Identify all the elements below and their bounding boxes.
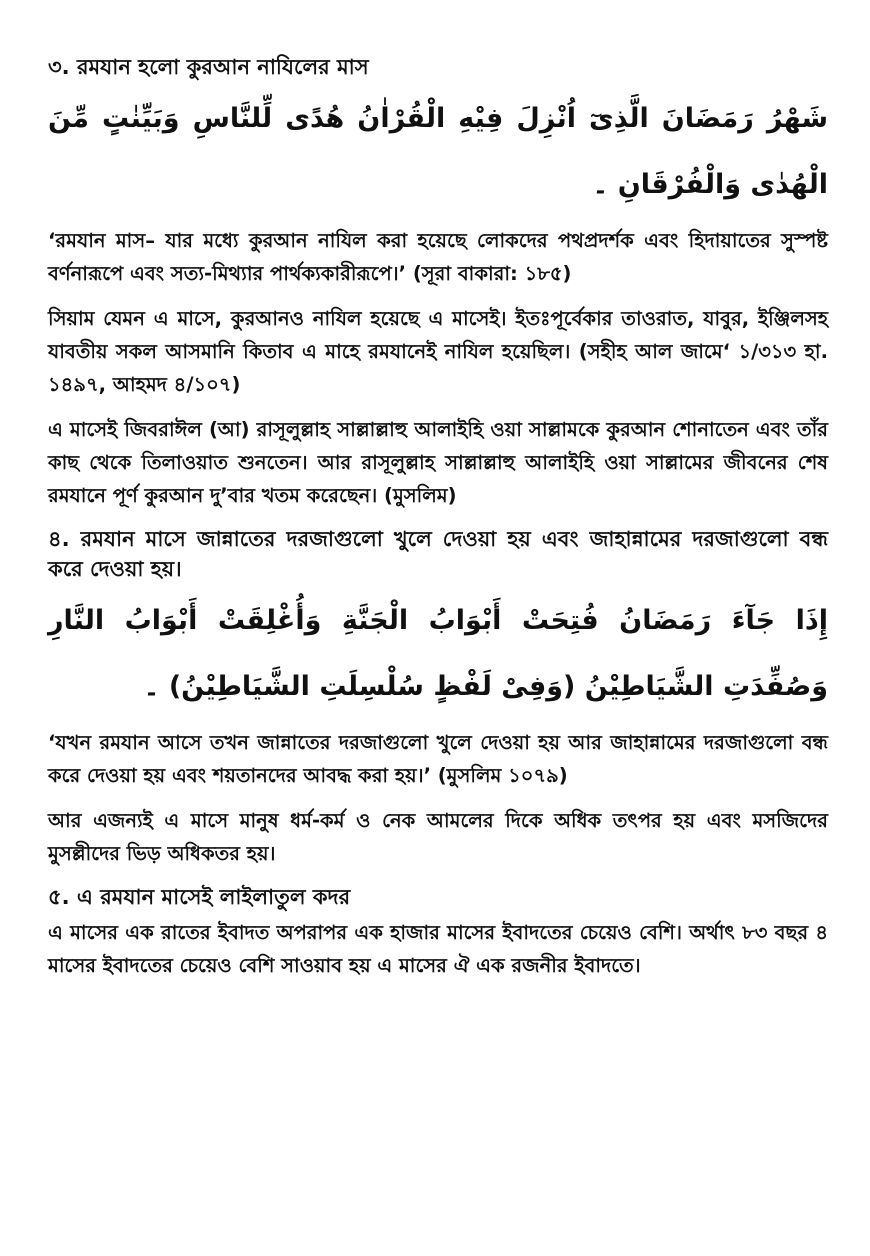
section-4 [48,524,828,870]
arabic-hadith: إِذَا جَآءَ رَمَضَانُ فُتِحَتْ أَبْوَابُ الْجَنَّةِ وَأُغْلِقَتْ أَبْوَابُ النَّارِ وَصُفِّدَتِ الشَّيَاطِيْنُ (وَفِىْ لَفْظٍ سُلْسِلَتِ الشَّيَاطِيْنُ) ۔ [48,605,828,702]
section-heading: ৪. রমযান মাসে জান্নাতের দরজাগুলো খুলে দেওয়া হয় এবং জাহান্নামের দরজাগুলো বন্ধ করে দেওয়া হয়। [48,527,828,581]
section-heading: ৩. রমযান হলো কুরআন নাযিলের মাস [48,55,369,79]
section-5 [48,882,828,982]
paragraph: এ মাসেই জিবরাঈল (আ) রাসূলুল্লাহ সাল্লাল্লাহু আলাইহি ওয়া সাল্লামকে কুরআন শোনাতেন এবং তাঁর কাছ থেকে তিলাওয়াত শুনতেন। আর রাসূলুল্লাহ সাল্লাল্লাহু আলাইহি ওয়া সাল্লামের জীবনের শেষ রমযানে পূর্ণ কুরআন দু’বার খতম করেছেন। (মুসলিম) [48,418,828,507]
section-heading: ৫. এ রমযান মাসেই লাইলাতুল কদর [48,885,351,909]
paragraph: ‘রমযান মাস– যার মধ্যে কুরআন নাযিল করা হয়েছে লোকদের পথপ্রদর্শক এবং হিদায়াতের সুস্পষ্ট বর্ণনারূপে এবং সত্য-মিথ্যার পার্থক্যকারীরূপে।’ (সূরা বাকারা: ১৮৫) [48,229,828,285]
arabic-verse: شَهْرُ رَمَضَانَ الَّذِیٓ اُنْزِلَ فِيْهِ الْقُرْاٰنُ هُدًى لِّلنَّاسِ وَبَيِّنٰتٍ مِّنَ الْهُدٰى وَالْفُرْقَانِ ۔ [48,103,828,200]
page-content [48,52,828,994]
section-3 [48,52,828,512]
paragraph: ‘যখন রমযান আসে তখন জান্নাতের দরজাগুলো খুলে দেওয়া হয় আর জাহান্নামের দরজাগুলো বন্ধ করে দেওয়া হয় এবং শয়তানদের আবদ্ধ করা হয়।’ (মুসলিম ১০৭৯) [48,731,828,787]
paragraph: এ মাসের এক রাতের ইবাদত অপরাপর এক হাজার মাসের ইবাদতের চেয়েও বেশি। অর্থাৎ ৮৩ বছর ৪ মাসের ইবাদতের চেয়েও বেশি সাওয়াব হয় এ মাসের ঐ এক রজনীর ইবাদতে। [48,921,828,977]
paragraph: সিয়াম যেমন এ মাসে, কুরআনও নাযিল হয়েছে এ মাসেই। ইতঃপূর্বেকার তাওরাত, যাবুর, ইঞ্জিলসহ যাবতীয় সকল আসমানি কিতাব এ মাহে রমযানেই নাযিল হয়েছিল। (সহীহ আল জামে‘ ১/৩১৩ হা. ১৪৯৭, আহমদ ৪/১০৭) [48,307,828,396]
paragraph: আর এজন্যই এ মাসে মানুষ ধর্ম-কর্ম ও নেক আমলের দিকে অধিক তৎপর হয় এবং মসজিদের মুসল্লীদের ভিড় অধিকতর হয়। [48,809,828,865]
